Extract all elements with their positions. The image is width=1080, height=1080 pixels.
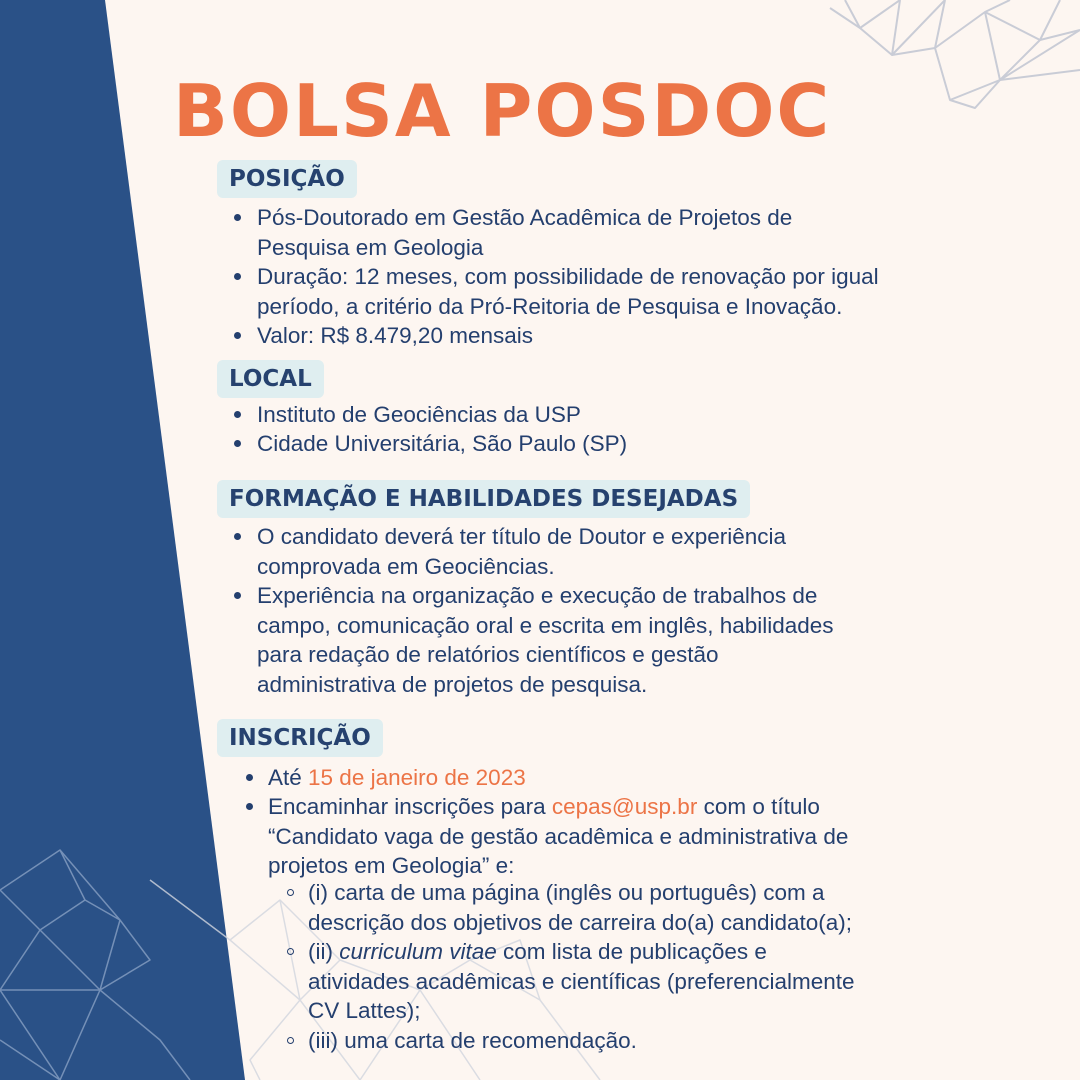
section-heading-posicao: POSIÇÃO — [217, 160, 357, 198]
list-item-instituto: Instituto de Geociências da USP — [257, 402, 581, 427]
deadline-date: 15 de janeiro de 2023 — [308, 765, 526, 790]
section-heading-formacao: FORMAÇÃO E HABILIDADES DESEJADAS — [217, 480, 750, 518]
bullet-icon — [234, 214, 241, 221]
sub-item-carta: (i) carta de uma página (inglês ou português) com a descrição dos objetivos de carreira do(a) candidato(a); — [308, 880, 853, 935]
email-link[interactable]: cepas@usp.br — [551, 794, 698, 819]
list-item-titulo-doutor: O candidato deverá ter título de Doutor e experiência comprovada em Geociências. — [257, 524, 787, 579]
list-item-encaminhar: Encaminhar inscrições para cepas@usp.br com o título “Candidato vaga de gestão acadêmica e administrativa de projetos em Geologia” e: — [268, 794, 849, 878]
list-item-cidade: Cidade Universitária, São Paulo (SP) — [257, 431, 628, 456]
bullet-icon — [246, 774, 253, 781]
list-item-valor: Valor: R$ 8.479,20 mensais — [257, 323, 533, 348]
list-item-prazo: Até 15 de janeiro de 2023 — [268, 765, 526, 790]
circle-bullet-icon — [287, 948, 294, 955]
bullet-icon — [234, 592, 241, 599]
bullet-icon — [234, 440, 241, 447]
bullet-icon — [234, 332, 241, 339]
section-heading-local: LOCAL — [217, 360, 324, 398]
list-item-cargo: Pós-Doutorado em Gestão Acadêmica de Projetos de Pesquisa em Geologia — [257, 205, 793, 260]
sub-item-recomendacao: (iii) uma carta de recomendação. — [308, 1028, 637, 1053]
list-item-duracao: Duração: 12 meses, com possibilidade de renovação por igual período, a critério da Pró-Reitoria de Pesquisa e Inovação. — [257, 264, 879, 319]
page-title: BOLSA POSDOC — [173, 69, 832, 153]
list-item-experiencia: Experiência na organização e execução de trabalhos de campo, comunicação oral e escrita em inglês, habilidades para redação de relatórios científicos e gestão administrativa de projetos de pesquisa. — [257, 583, 834, 697]
sub-item-curriculum: (ii) curriculum vitae com lista de publicações e atividades acadêmicas e científicas (preferencialmente CV Lattes); — [308, 939, 855, 1023]
section-heading-inscricao: INSCRIÇÃO — [217, 719, 383, 757]
bullet-icon — [246, 803, 253, 810]
bullet-icon — [234, 411, 241, 418]
circle-bullet-icon — [287, 889, 294, 896]
bullet-icon — [234, 533, 241, 540]
bullet-icon — [234, 273, 241, 280]
circle-bullet-icon — [287, 1037, 294, 1044]
